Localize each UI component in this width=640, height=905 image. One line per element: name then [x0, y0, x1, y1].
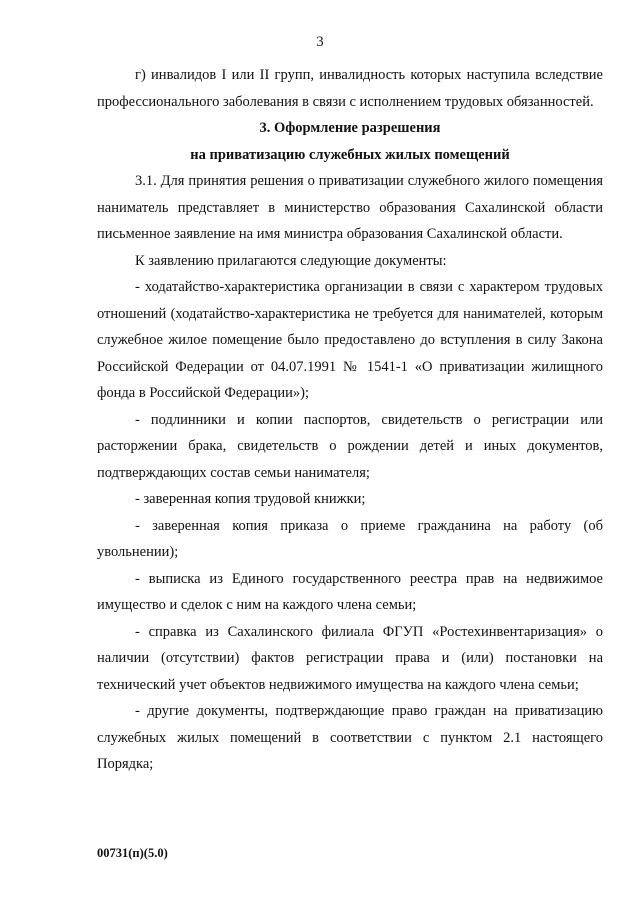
document-code: 00731(п)(5.0) [97, 846, 168, 860]
list-item-other-documents: - другие документы, подтверждающие право граждан на приватизацию служебных жилых помещений в соответствии с пунктом 2.1 настоящего Порядка; [97, 703, 603, 772]
list-item-petition: - ходатайство-характеристика организации в связи с характером трудовых отношений (ходатайство-характеристика не требуется для нанимателей, которым служебное жилое помещение было предоставлено до вступления в силу Закона Российской Федерации от 04.07.1991 № 1541-1 «О приватизации жилищного фонда в Российской Федерации»); [97, 279, 603, 401]
list-item-hiring-order: - заверенная копия приказа о приеме гражданина на работу (об увольнении); [97, 517, 603, 560]
section-heading-line-1: 3. Оформление разрешения [259, 120, 441, 136]
list-item-inventory-certificate: - справка из Сахалинского филиала ФГУП «Ростехинвентаризация» о наличии (отсутствии) фактов регистрации права и (или) постановки на технический учет объектов недвижимого имущества на каждого члена семьи; [97, 623, 603, 693]
paragraph-disability-groups: г) инвалидов I или II групп, инвалидность которых наступила вследствие профессионального заболевания в связи с исполнением трудовых обязанностей. [97, 67, 603, 110]
document-body [97, 62, 603, 778]
paragraph-3-1: 3.1. Для принятия решения о приватизации служебного жилого помещения наниматель представляет в министерство образования Сахалинской области письменное заявление на имя министра образования Сахалинской области. [97, 173, 603, 242]
paragraph-attached-documents: К заявлению прилагаются следующие документы: [135, 252, 447, 269]
list-item-work-book: - заверенная копия трудовой книжки; [135, 491, 366, 507]
list-item-passports: - подлинники и копии паспортов, свидетельств о регистрации или расторжении брака, свидетельств о рождении детей и иных документов, подтверждающих состав семьи нанимателя; [97, 411, 603, 481]
section-heading-line-2: на приватизацию служебных жилых помещений [190, 146, 510, 163]
list-item-registry-extract: - выписка из Единого государственного реестра прав на недвижимое имущество и сделок с ним на каждого члена семьи; [97, 570, 603, 613]
page-number: 3 [316, 34, 324, 50]
